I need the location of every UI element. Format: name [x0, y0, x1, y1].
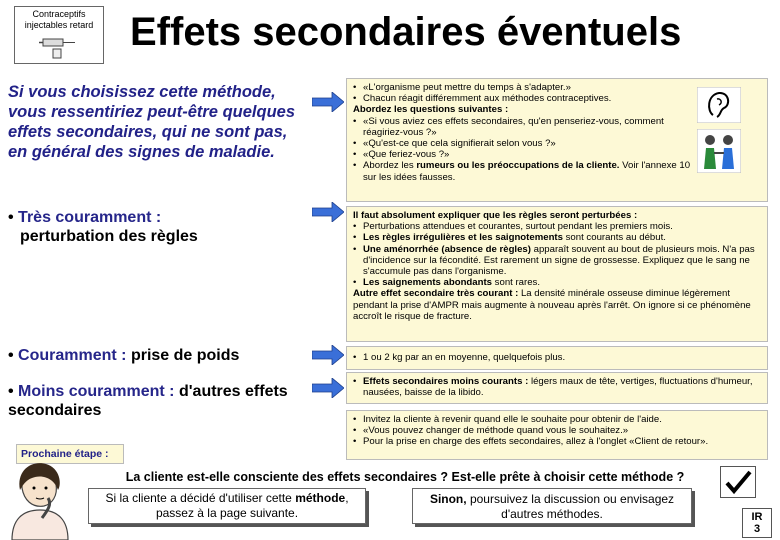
- decision-question: La cliente est-elle consciente des effets secondaires ? Est-elle prête à choisir cette méthode ?: [125, 470, 685, 484]
- panel-heading: Il faut absolument expliquer que les règles seront perturbées :: [353, 210, 638, 221]
- follow-up-panel: [346, 410, 768, 460]
- intro-text: Si vous choisissez cette méthode, vous ressentiriez peut-être quelques effets secondaires, qui ne sont pas, en général des signes de maladie.: [8, 83, 296, 161]
- page-code-line1: IR: [751, 511, 763, 523]
- panel-bullet: • Abordez les rumeurs ou les préoccupations de la cliente. Voir l'annexe 10 sur les idées fausses.: [353, 160, 693, 182]
- client-thinking-illustration: [2, 460, 82, 540]
- panel-bullet: • Pour la prise en charge des effets secondaires, allez à l'onglet «Client de retour».: [353, 436, 761, 447]
- weight-gain-panel: [346, 346, 768, 370]
- panel-bullet: • «Que feriez-vous ?»: [353, 149, 693, 160]
- arrow-right-icon: [312, 92, 344, 112]
- panel-bullet: • Une aménorrhée (absence de règles) apparaît souvent au bout de plusieurs mois. N'a pas d'incidence sur la fécondité. Est rarement un signe de grossesse. Expliquez que le sang ne s'accumule pas dans l'organisme.: [353, 244, 761, 278]
- panel-bullet: • Chacun réagit différemment aux méthodes contraceptives.: [353, 93, 693, 104]
- panel-bullet: • Les règles irrégulières et les saignotements sont courants au début.: [353, 232, 761, 243]
- panel-heading: Abordez les questions suivantes :: [353, 104, 509, 116]
- panel-bullet: • «Vous pouvez changer de méthode quand vous le souhaitez.»: [353, 425, 761, 436]
- bleeding-changes-panel: [346, 206, 768, 342]
- frequency-label: Couramment :: [18, 347, 127, 364]
- panel-bullet: • Effets secondaires moins courants : légers maux de tête, vertiges, fluctuations d'humeur, nausées, baisse de la libido.: [353, 376, 761, 398]
- panel-bullet: • Perturbations attendues et courantes, surtout pendant les premiers mois.: [353, 221, 761, 232]
- side-effect-very-common: • Très couramment : perturbation des règles: [8, 209, 198, 245]
- arrow-right-icon: [312, 378, 344, 398]
- section-tab-text: Contraceptifs injectables retard: [24, 9, 94, 30]
- check-box[interactable]: [720, 466, 756, 498]
- counseling-people-icon: [697, 129, 741, 173]
- ear-icon: [697, 87, 741, 123]
- page-code-badge: [742, 508, 772, 538]
- side-effect-less-common: • Moins couramment : d'autres effets secondaires: [8, 383, 288, 419]
- frequency-label: Moins couramment :: [18, 383, 175, 400]
- side-effect-text: prise de poids: [130, 347, 240, 364]
- page-title: Effets secondaires éventuels: [130, 10, 682, 54]
- panel-bullet: • «Qu'est-ce que cela signifierait selon vous ?»: [353, 138, 693, 149]
- panel-bullet: • «L'organisme peut mettre du temps à s'adapter.»: [353, 82, 693, 93]
- panel-bullet: • «Si vous aviez ces effets secondaires, qu'en penseriez-vous, comment réagiriez-vous ?»: [353, 116, 693, 138]
- section-tab-label: [14, 6, 104, 64]
- side-effect-text: perturbation des règles: [20, 228, 198, 245]
- panel-bullet: • Invitez la cliente à revenir quand elle le souhaite pour obtenir de l'aide.: [353, 414, 761, 425]
- syringe-icon: [39, 33, 79, 59]
- yes-answer-box[interactable]: Si la cliente a décidé d'utiliser cette méthode, passez à la page suivante.: [88, 488, 366, 524]
- arrow-right-icon: [312, 202, 344, 222]
- check-icon: [721, 467, 755, 497]
- adaptation-panel: [346, 78, 768, 202]
- panel-bullet: • 1 ou 2 kg par an en moyenne, quelquefois plus.: [353, 352, 761, 363]
- other-effects-panel: [346, 372, 768, 404]
- next-step-label: Prochaine étape :: [16, 444, 124, 464]
- panel-note: Autre effet secondaire très courant : La densité minérale osseuse diminue légèrement pendant la prise d'AMPR mais augmente à nouveau après l'arrêt. On ignore si ce phénomène accroît le risque de fracture.: [353, 288, 751, 322]
- panel-bullet: • Les saignements abondants sont rares.: [353, 277, 761, 288]
- frequency-label: Très couramment :: [18, 209, 162, 226]
- page-code-line2: 3: [753, 523, 761, 535]
- no-answer-box[interactable]: Sinon, poursuivez la discussion ou envisagez d'autres méthodes.: [412, 488, 692, 524]
- side-effect-common: • Couramment : prise de poids: [8, 347, 240, 364]
- side-effect-text: d'autres effets secondaires: [8, 383, 288, 419]
- arrow-right-icon: [312, 345, 344, 365]
